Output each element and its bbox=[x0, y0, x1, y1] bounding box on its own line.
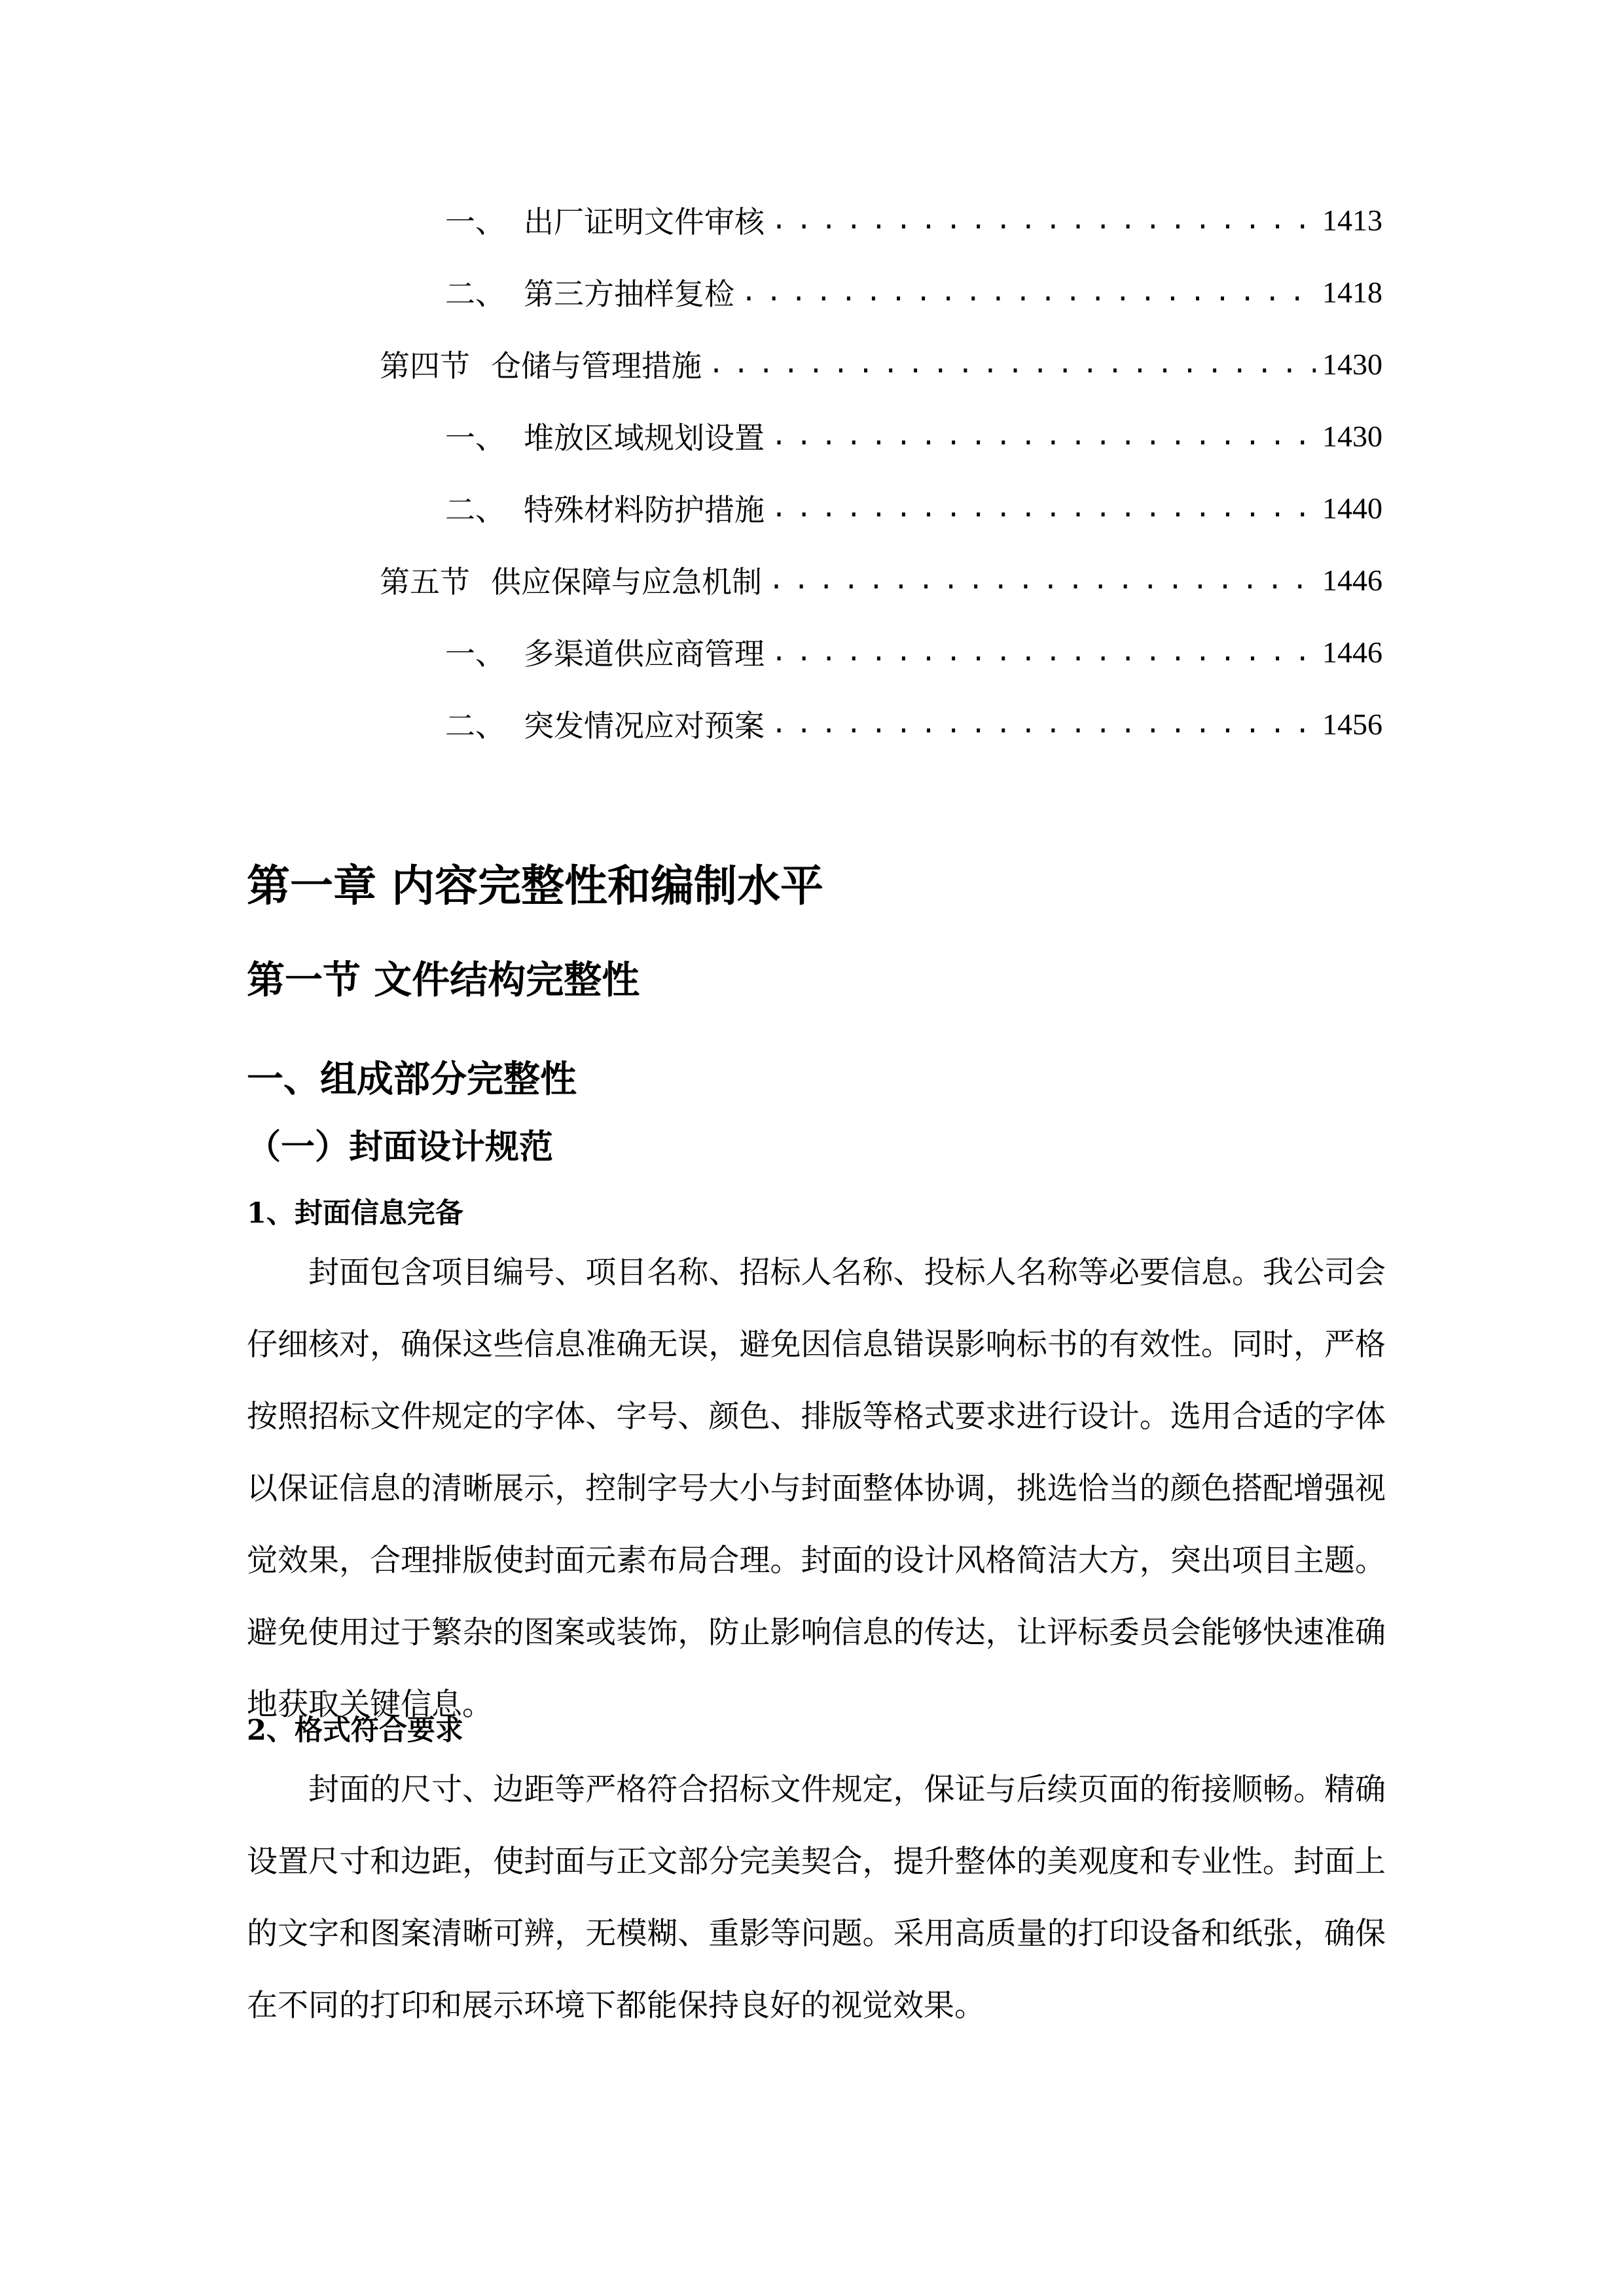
toc-entry-page: 1430 bbox=[1322, 419, 1382, 453]
toc-entry-page: 1456 bbox=[1322, 707, 1382, 741]
toc-dot-leader bbox=[771, 493, 1316, 523]
item-title: （一）封面设计规范 bbox=[247, 1127, 554, 1167]
toc-entry-page: 1430 bbox=[1322, 347, 1382, 381]
body-paragraph: 封面的尺寸、边距等严格符合招标文件规定，保证与后续页面的衔接顺畅。精确设置尺寸和边距，使封面与正文部分完美契合，提升整体的美观度和专业性。封面上的文字和图案清晰可辨，无模糊、重影等问题。采用高质量的打印设备和纸张，确保在不同的打印和展示环境下都能保持良好的视觉效果。 bbox=[247, 1772, 1386, 2024]
toc-entry-title: 供应保障与应急机制 bbox=[491, 564, 762, 600]
toc-entry-title: 仓储与管理措施 bbox=[491, 348, 702, 384]
toc-entry-title: 堆放区域规划设置 bbox=[524, 420, 765, 456]
toc-entry[interactable] bbox=[380, 482, 1382, 534]
point-title: 2、格式符合要求 bbox=[247, 1714, 463, 1747]
toc-entry[interactable] bbox=[380, 554, 1382, 606]
toc-dot-leader bbox=[768, 565, 1316, 595]
toc-dot-leader bbox=[771, 205, 1316, 235]
point-title: 1、封面信息完备 bbox=[247, 1197, 463, 1230]
toc-entry-number: 二、 bbox=[445, 492, 505, 528]
toc-entry-page: 1413 bbox=[1322, 203, 1382, 237]
toc-dot-leader bbox=[741, 277, 1316, 307]
toc-entry[interactable] bbox=[380, 626, 1382, 678]
toc-entry-page: 1440 bbox=[1322, 491, 1382, 525]
body-paragraph: 封面包含项目编号、项目名称、招标人名称、投标人名称等必要信息。我公司会仔细核对，确保这些信息准确无误，避免因信息错误影响标书的有效性。同时，严格按照招标文件规定的字体、字号、颜色、排版等格式要求进行设计。选用合适的字体以保证信息的清晰展示，控制字号大小与封面整体协调，挑选恰当的颜色搭配增强视觉效果，合理排版使封面元素布局合理。封面的设计风格简洁大方，突出项目主题。避免使用过于繁杂的图案或装饰，防止影响信息的传达，让评标委员会能够快速准确地获取关键信息。 bbox=[247, 1255, 1386, 1723]
toc-entry[interactable] bbox=[380, 410, 1382, 462]
toc-entry[interactable] bbox=[380, 698, 1382, 750]
toc-entry-page: 1446 bbox=[1322, 563, 1382, 597]
section-title: 第一节 文件结构完整性 bbox=[247, 958, 640, 1002]
toc-entry-title: 多渠道供应商管理 bbox=[524, 636, 765, 672]
toc-entry-title: 突发情况应对预案 bbox=[524, 708, 765, 744]
toc-dot-leader bbox=[771, 637, 1316, 667]
toc-entry-number: 第五节 bbox=[380, 564, 470, 600]
toc-entry-title: 特殊材料防护措施 bbox=[524, 492, 765, 528]
toc-dot-leader bbox=[708, 349, 1316, 379]
toc-entry[interactable] bbox=[380, 338, 1382, 390]
chapter-title: 第一章 内容完整性和编制水平 bbox=[247, 861, 823, 911]
toc-entry-number: 一、 bbox=[445, 636, 505, 672]
toc-entry-title: 第三方抽样复检 bbox=[524, 276, 734, 312]
toc-entry-number: 一、 bbox=[445, 204, 505, 240]
toc-entry-number: 二、 bbox=[445, 708, 505, 744]
toc-entry[interactable] bbox=[380, 194, 1382, 246]
toc-entry-page: 1418 bbox=[1322, 275, 1382, 309]
toc-entry-number: 二、 bbox=[445, 276, 505, 312]
toc-entry-page: 1446 bbox=[1322, 635, 1382, 669]
toc-entry-number: 第四节 bbox=[380, 348, 470, 384]
toc-dot-leader bbox=[771, 421, 1316, 451]
toc-entry-number: 一、 bbox=[445, 420, 505, 456]
toc-entry[interactable] bbox=[380, 266, 1382, 318]
toc-entry-title: 出厂证明文件审核 bbox=[524, 204, 765, 240]
subsection-title: 一、组成部分完整性 bbox=[247, 1058, 577, 1101]
toc-dot-leader bbox=[771, 709, 1316, 739]
